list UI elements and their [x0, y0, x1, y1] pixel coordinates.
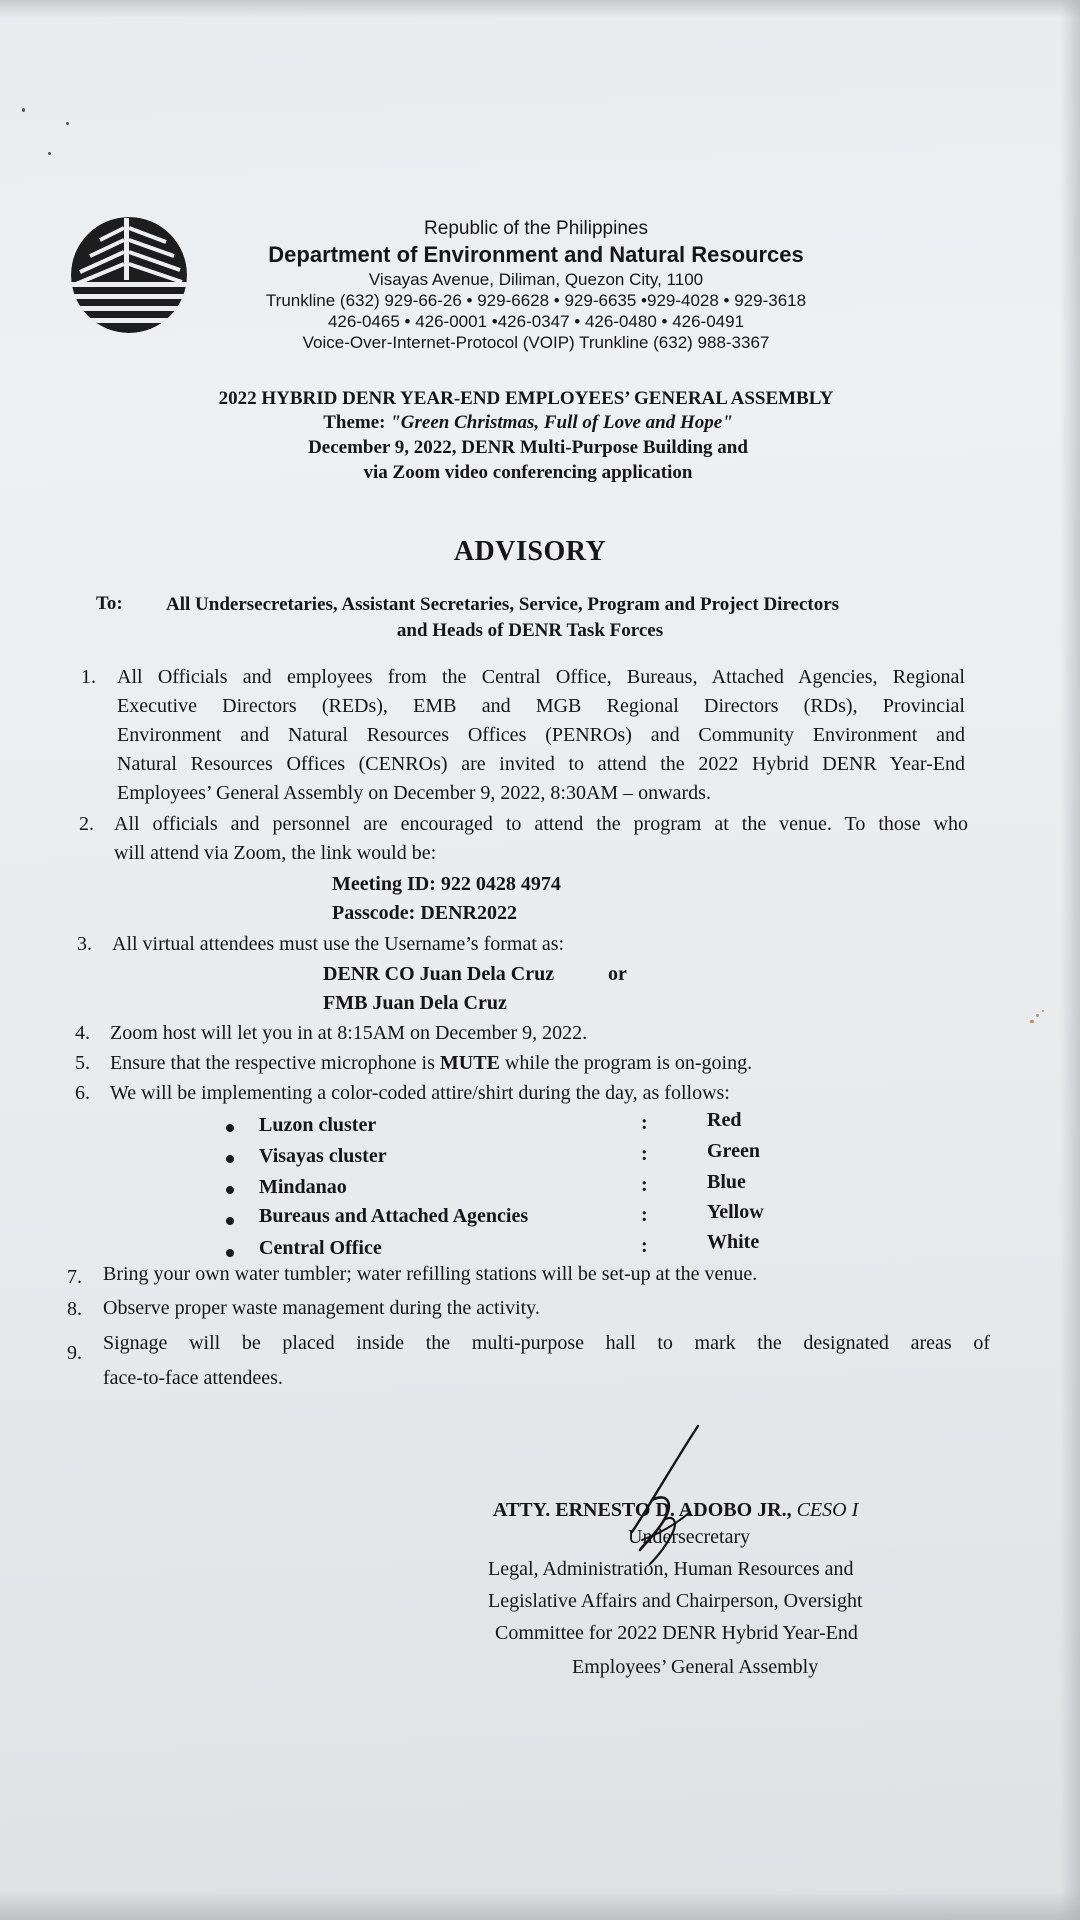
item-number: 2.: [79, 813, 94, 835]
item-5-text-post: while the program is on-going.: [499, 1052, 753, 1074]
bullet-icon: [226, 1217, 234, 1225]
paper-bottom-edge: [0, 1890, 1080, 1920]
paper-speck: [22, 108, 25, 112]
item-number: 4.: [75, 1022, 90, 1044]
event-date-venue: December 9, 2022, DENR Multi-Purpose Building and: [308, 437, 748, 458]
letterhead-trunkline-2: 426-0465 • 426-0001 •426-0347 • 426-0480 • 426-0491: [327, 312, 745, 331]
item-9-line-1: Signage will be placed inside the multi-purpose hall to mark the designated areas of: [103, 1332, 990, 1354]
event-title: 2022 HYBRID DENR YEAR-END EMPLOYEES’ GENERAL ASSEMBLY: [218, 388, 834, 409]
attire-color: Blue: [707, 1171, 746, 1193]
event-platform: via Zoom video conferencing application: [363, 462, 693, 483]
signatory-suffix: CESO I: [796, 1499, 859, 1521]
paper-speck: [66, 122, 69, 125]
attire-separator: :: [641, 1204, 648, 1226]
attire-color: Green: [707, 1140, 760, 1162]
item-9-line-2: face-to-face attendees.: [103, 1367, 283, 1389]
item-5-text: [110, 1052, 752, 1075]
item-1-line-2: Executive Directors (REDs), EMB and MGB Regional Directors (RDs), Provincial: [117, 695, 965, 717]
item-4-text: Zoom host will let you in at 8:15AM on December 9, 2022.: [110, 1022, 588, 1044]
item-6-text: We will be implementing a color-coded attire/shirt during the day, as follows:: [110, 1082, 730, 1104]
event-theme-text: "Green Christmas, Full of Love and Hope": [390, 412, 733, 433]
letterhead-trunkline: Trunkline (632) 929-66-26 • 929-6628 • 929-6635 •929-4028 • 929-3618: [265, 291, 807, 310]
to-label: To:: [96, 593, 123, 614]
item-2-line-1: All officials and personnel are encouraged to attend the program at the venue. To those who: [114, 813, 968, 835]
letterhead-voip: Voice-Over-Internet-Protocol (VOIP) Trunkline (632) 988-3367: [302, 333, 770, 352]
paper-speck: [48, 152, 51, 155]
attire-group: Luzon cluster: [259, 1114, 377, 1136]
item-number: 9.: [67, 1342, 82, 1364]
attire-separator: :: [641, 1143, 648, 1165]
signatory-office-line-2: Legislative Affairs and Chairperson, Oversight: [488, 1590, 863, 1612]
attire-group: Visayas cluster: [259, 1145, 387, 1167]
item-5-text-pre: Ensure that the respective microphone is: [110, 1052, 440, 1074]
item-number: 7.: [67, 1266, 82, 1288]
to-recipients-line-2: and Heads of DENR Task Forces: [396, 620, 664, 641]
attire-group: Mindanao: [259, 1176, 347, 1198]
attire-group: Bureaus and Attached Agencies: [259, 1205, 529, 1227]
attire-separator: :: [641, 1235, 648, 1257]
item-number: 3.: [77, 933, 92, 955]
attire-group: Central Office: [259, 1237, 382, 1259]
zoom-passcode: Passcode: DENR2022: [332, 902, 517, 924]
username-format-1: DENR CO Juan Dela Cruz: [323, 963, 555, 985]
item-1-line-4: Natural Resources Offices (CENROs) are invited to attend the 2022 Hybrid DENR Year-End: [117, 753, 965, 775]
signatory-office-line-3: Committee for 2022 DENR Hybrid Year-End: [495, 1622, 858, 1644]
bullet-icon: [226, 1249, 234, 1257]
handwritten-signature: [628, 1422, 738, 1572]
item-number: 1.: [81, 666, 96, 688]
signatory-office-line-4: Employees’ General Assembly: [572, 1656, 819, 1678]
item-2-line-2: will attend via Zoom, the link would be:: [114, 842, 437, 864]
item-7-text: Bring your own water tumbler; water refilling stations will be set-up at the venue.: [103, 1263, 758, 1285]
item-1-line-1: All Officials and employees from the Central Office, Bureaus, Attached Agencies, Regional: [117, 666, 965, 688]
username-format-or: or: [608, 963, 627, 985]
item-3-text: All virtual attendees must use the Username’s format as:: [112, 933, 565, 955]
item-1-line-3: Environment and Natural Resources Offices (PENROs) and Community Environment and: [117, 724, 965, 746]
letterhead-department: Department of Environment and Natural Resources: [268, 242, 804, 267]
advisory-title: ADVISORY: [453, 536, 607, 567]
paper-stain: [1042, 1010, 1044, 1012]
item-number: 5.: [75, 1052, 90, 1074]
zoom-meeting-id: Meeting ID: 922 0428 4974: [332, 873, 561, 895]
letterhead-republic: Republic of the Philippines: [424, 218, 648, 239]
letterhead-address: Visayas Avenue, Diliman, Quezon City, 1100: [368, 270, 704, 289]
signatory-position: Undersecretary: [628, 1526, 751, 1548]
signatory-office-line-1: Legal, Administration, Human Resources and: [488, 1558, 854, 1580]
item-number: 6.: [75, 1082, 90, 1104]
paper-stain: [1036, 1014, 1039, 1017]
paper-stain: [1030, 1020, 1034, 1023]
event-theme: [0, 412, 1068, 434]
bullet-icon: [226, 1155, 234, 1163]
attire-separator: :: [641, 1174, 648, 1196]
attire-separator: :: [641, 1112, 648, 1134]
bullet-icon: [226, 1124, 234, 1132]
attire-color: Red: [707, 1109, 742, 1131]
item-8-text: Observe proper waste management during the activity.: [103, 1297, 540, 1319]
item-1-line-5: Employees’ General Assembly on December 9, 2022, 8:30AM – onwards.: [117, 782, 711, 804]
attire-color: Yellow: [707, 1201, 764, 1223]
event-theme-label: Theme:: [323, 412, 391, 433]
item-5-text-bold: MUTE: [439, 1052, 500, 1074]
item-number: 8.: [67, 1298, 82, 1320]
bullet-icon: [226, 1186, 234, 1194]
attire-color: White: [707, 1231, 760, 1253]
signatory-name-text: ATTY. ERNESTO D. ADOBO JR.,: [493, 1499, 797, 1521]
username-format-2: FMB Juan Dela Cruz: [323, 992, 507, 1014]
to-recipients-line-1: All Undersecretaries, Assistant Secretaries, Service, Program and Project Directors: [166, 594, 840, 615]
paper-top-edge: [0, 0, 1080, 18]
